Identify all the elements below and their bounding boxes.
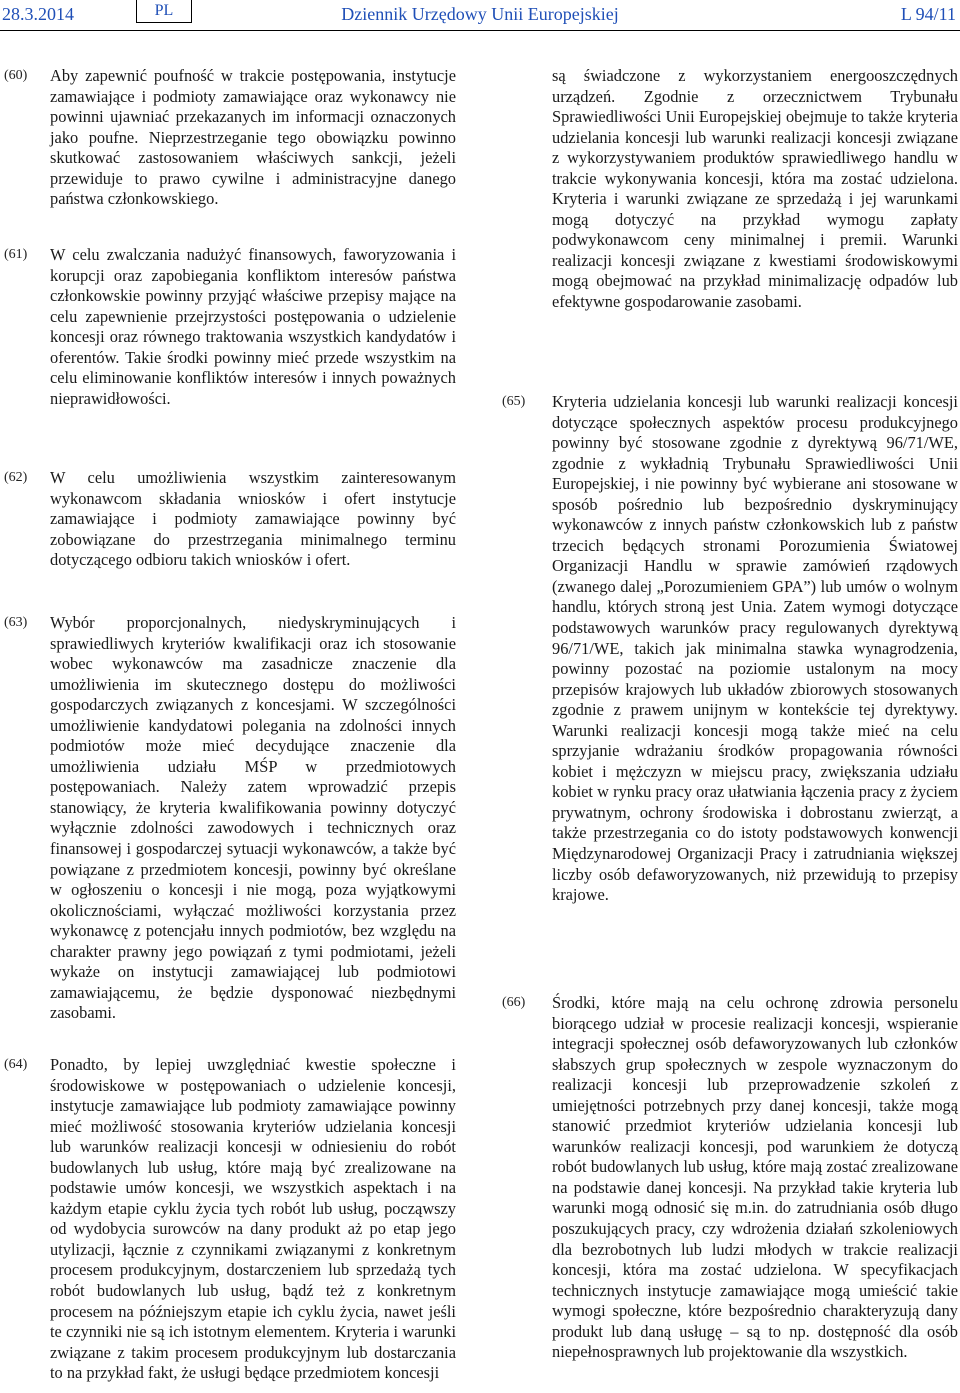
recital-text: W celu zwalczania nadużyć finansowych, faworyzowania i korupcji oraz zapobiegania konfliktom interesów państwa członkowskie powinny przyjąć właściwe przepisy mające na celu zapewnienie przejrzystości postępowania o udzielenie koncesji oraz równego traktowania wszystkich kandydatów i oferentów. Takie środki powinny mieć przede wszystkim na celu eliminowanie konfliktów interesów i innych poważnych nieprawidłowości. <box>50 245 456 408</box>
recital-number: (62) <box>4 470 28 485</box>
journal-title[interactable]: Dziennik Urzędowy Unii Europejskiej <box>341 4 619 24</box>
recital-number: (63) <box>4 615 28 630</box>
recital-text: Wybór proporcjonalnych, niedyskryminujących i sprawiedliwych kryteriów kwalifikacji oraz ich stosowanie wobec wykonawców ma zasadnicze znaczenie dla umożliwienia im skutecznego dostępu do możliwości gospodarczych związanych z koncesjami. W szczególności umożliwienie kandydatowi polegania na zdolności innych podmiotów może mieć decydujące znaczenie dla umożliwienia udziału MŚP w przedmiotowych postępowaniach. Należy zatem wprowadzić przepis stanowiący, że kryteria kwalifikowania powinny dotyczyć wyłącznie zdolności zawodowych i technicznych oraz finansowej i gospodarczej sytuacji wykonawców, a także być powiązane z przedmiotem koncesji, powinny być określane w ogłoszeniu o koncesji i nie mogą, poza wyjątkowymi okolicznościami, wyłączać możliwości korzystania przez wykonawcę z potencjału innych podmiotów, bez względu na charakter prawny jego powiązań z tymi podmiotami, jeżeli wykaże on instytucji zamawiającej lub podmiotowi zamawiającemu, że będzie dysponować niezbędnymi zasobami. <box>50 613 456 1023</box>
recital-number: (61) <box>4 247 28 262</box>
recital-text: są świadczone z wykorzystaniem energooszczędnych urządzeń. Zgodnie z orzecznictwem Trybunału Sprawiedliwości Unii Europejskiej obejmuje to także kryteria udzielania koncesji lub warunki realizacji koncesji związane z wykorzystywaniem produktów sprawiedliwego handlu w trakcie wykonywania koncesji, która ma zostać udzielona. Kryteria i warunki związane ze sprzedażą i jej warunkami mogą dotyczyć na przykład wymogu zapłaty podwykonawcom ceny minimalnej i premii. Warunki realizacji koncesji związane z kwestiami środowiskowymi mogą obejmować na przykład minimalizację odpadów lub efektywne gospodarowanie zasobami. <box>552 66 958 312</box>
journal-header <box>0 0 960 31</box>
recital-text: Ponadto, by lepiej uwzględniać kwestie społeczne i środowiskowe w postępowaniach o udzielenie koncesji, instytucje zamawiające lub podmioty zamawiające powinny mieć możliwość stosowania kryteriów udzielania koncesji lub warunków realizacji koncesji w odniesieniu do robót budowlanych lub usług, które mają być zrealizowane na podstawie umów koncesji, we wszystkich aspektach i na każdym etapie cyklu życia tych robót lub usług, począwszy od wydobycia surowców na dany produkt aż po etap jego utylizacji, łącznie z czynnikami związanymi z konkretnym procesem produkcyjnym, dostarczeniem lub sprzedażą tych robót budowlanych lub usług, bądź też z konkretnym procesem na późniejszym etapie ich cyklu życia, nawet jeśli te czynniki nie są ich istotnym elementem. Kryteria i warunki związane z takim procesem produkcyjnym lub dostarczania to na przykład fakt, że usługi będące przedmiotem koncesji <box>50 1055 456 1383</box>
page-reference[interactable]: L 94/11 <box>900 4 956 24</box>
language-badge: PL <box>136 0 192 23</box>
recital-number: (64) <box>4 1057 28 1072</box>
publication-date[interactable]: 28.3.2014 <box>2 4 74 24</box>
recital-number: (66) <box>502 995 526 1010</box>
recital-number: (60) <box>4 68 28 83</box>
recital-text: Aby zapewnić poufność w trakcie postępowania, instytucje zamawiające i podmioty zamawiające oraz wykonawcy nie powinni ujawniać przekazanych im informacji oznaczonych jako poufne. Nieprzestrzeganie tego obowiązku powinno skutkować zastosowaniem właściwych sankcji, jeżeli przewiduje to prawo cywilne i administracyjne danego państwa członkowskiego. <box>50 66 456 209</box>
recital-number: (65) <box>502 394 526 409</box>
recital-text: W celu umożliwienia wszystkim zainteresowanym wykonawcom składania wniosków i ofert instytucje zamawiające i podmioty zamawiające powinny być zobowiązane do przestrzegania minimalnego terminu dotyczącego odbioru takich wniosków i ofert. <box>50 468 456 570</box>
recital-text: Środki, które mają na celu ochronę zdrowia personelu biorącego udział w procesie realizacji koncesji, wspieranie integracji społecznej osób defaworyzowanych lub członków słabszych grup społecznych w zespole wyznaczonym do realizacji koncesji lub przeprowadzenie szkoleń z umiejętności potrzebnych przy danej koncesji, także mogą stanowić przedmiot kryteriów udzielania koncesji lub warunków realizacji koncesji, pod warunkiem że dotyczą robót budowlanych lub usług, które mają zostać zrealizowane na podstawie danej koncesji. Na przykład takie kryteria lub warunki mogą odnosić się m.in. do zatrudniania osób długo poszukujących pracy, czy wdrożenia działań szkoleniowych dla bezrobotnych lub ludzi młodych w trakcie realizacji koncesji, która ma zostać udzielona. W specyfikacjach technicznych instytucje zamawiające mogą umieścić takie wymogi społeczne, które bezpośrednio charakteryzują dany produkt lub daną usługę – są to np. dostępność dla osób niepełnosprawnych lub projektowanie dla wszystkich. <box>552 993 958 1362</box>
recital-text: Kryteria udzielania koncesji lub warunki realizacji koncesji dotyczące społecznych aspektów procesu produkcyjnego powinny być stosowane zgodnie z dyrektywą 96/71/WE, zgodnie z wykładnią Trybunału Sprawiedliwości Unii Europejskiej, i nie powinny być wybierane ani stosowane w sposób pośrednio lub bezpośrednio dyskryminujący wykonawców z innych państw członkowskich lub z państw trzecich będących stronami Porozumienia Światowej Organizacji Handlu w sprawie zamówień rządowych (zwanego dalej „Porozumieniem GPA”) lub umów o wolnym handlu, których stroną jest Unia. Zatem wymogi dotyczące podstawowych warunków pracy regulowanych dyrektywą 96/71/WE, takich jak minimalna stawka wynagrodzenia, powinny pozostać na poziomie ustalonym na mocy przepisów krajowych lub układów zbiorowych stosowanych zgodnie z prawem unijnym w kontekście tej dyrektywy. Warunki realizacji koncesji mogą także mieć na celu sprzyjanie wdrażaniu środków propagowania równości kobiet i mężczyzn w miejscu pracy, zwiększania udziału kobiet w rynku pracy oraz ułatwiania łączenia pracy z życiem prywatnym, ochrony środowiska i dobrostanu zwierząt, a także przestrzegania co do istoty podstawowych konwencji Międzynarodowej Organizacji Pracy i zatrudniania większej liczby osób defaworyzowanych, niż przewidują to przepisy krajowe. <box>552 392 958 905</box>
